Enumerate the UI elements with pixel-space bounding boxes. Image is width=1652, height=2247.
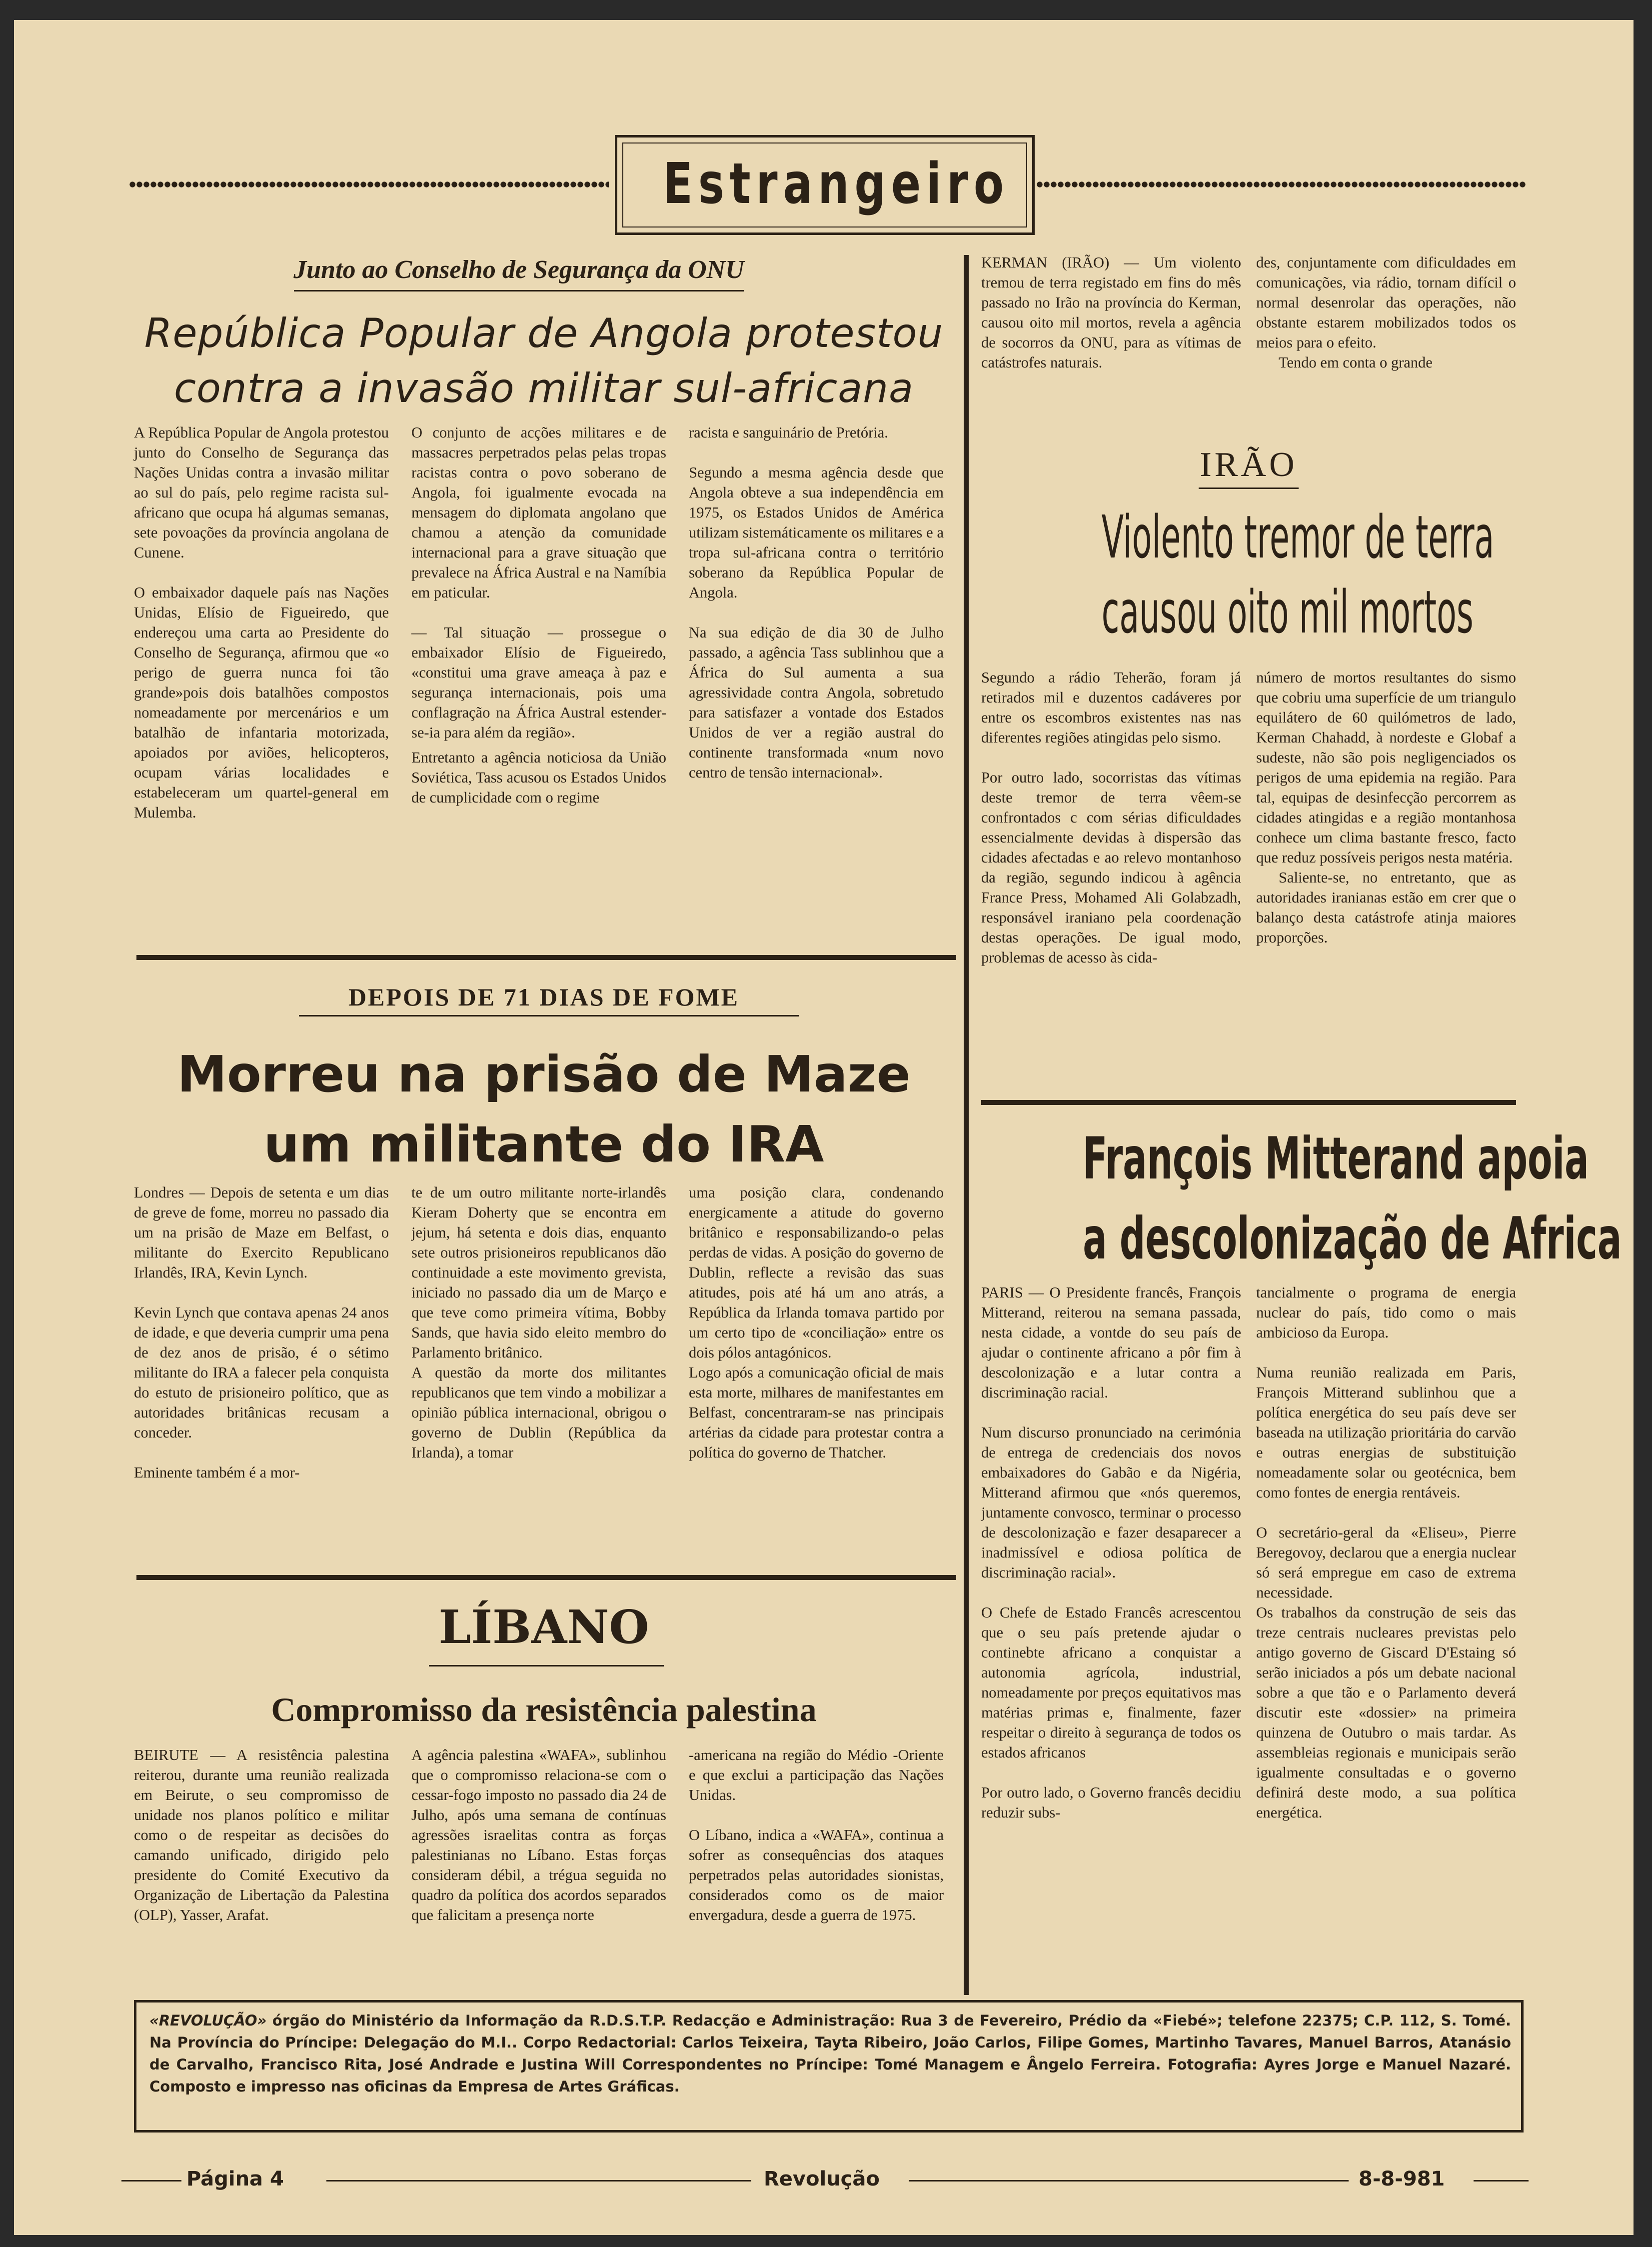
paragraph: A República Popular de Angola protestou junto do Conselho de Segurança das Nações Unidas contra a invasão militar ao sul do país, pelo regime racista sul-africano que ocupa há algumas semanas, sete povoações da província angolana de Cunene. [134, 424, 389, 561]
paragraph: Na sua edição de dia 30 de Julho passado, a agência Tass sublinhou que a África do Sul aumenta a sua agressividade contra Angola, sobretudo para satisfazer a vontade dos Estados Unidos de ver a região austral do continente transformada «num novo centro de tensão internacional». [689, 624, 944, 781]
issue-date: 8-8-981 [1359, 2168, 1445, 2190]
paragraph: — Tal situação — prossegue o embaixador Elísio de Figueiredo, «constitui uma grave ameaça à paz e segurança internacionais, pois uma conflagração na África Austral estender-se-ia para além da região». [411, 624, 666, 741]
paragraph: Tendo em conta o grande [1279, 354, 1433, 371]
footer-rule [1474, 2180, 1529, 2182]
ira-col-1 [134, 1182, 389, 1502]
masthead-body: órgão do Ministério da Informação da R.D.S.T.P. Redacção e Administração: Rua 3 de Fevereiro, Prédio da «Fiebé»; telefone 22375; C.P. 112, S. Tomé. Na Província do Príncipe: Delegação do M.I.. Corpo Redactorial: Carlos Teixeira, Tayta Ribeiro, João Carlos, Filipe Gomes, Martinho Tavares, Manuel Barros, Atanásio de Carvalho, Francisco Rita, José Andrade e Justina Will Correspondentes no Príncipe: Tomé Managem e Ângelo Ferreira. Fotografia: Ayres Jorge e Manuel Nazaré. Composto e impresso nas oficinas da Empresa de Artes Gráficas. [149, 2012, 1511, 2095]
irao-headline-2: causou oito mil mortos [1101, 578, 1474, 646]
section-divider [136, 1575, 956, 1580]
masthead-box [134, 2000, 1524, 2132]
paragraph: BEIRUTE — A resistência palestina reiterou, durante uma reunião realizada em Beirute, o seu compromisso de unidade nos planos político e militar como o de respeitar as decisões do camando unificado, dirigido pelo presidente do Comité Executivo da Organização de Libertação da Palestina (OLP), Yasser, Arafat. [134, 1746, 389, 1924]
libano-col-3 [689, 1745, 944, 1945]
paragraph: O secretário-geral da «Eliseu», Pierre Beregovoy, declarou que a energia nuclear só será empregue em caso de extrema necessidade. [1256, 1524, 1516, 1601]
libano-title: LÍBANO [438, 1600, 649, 1654]
irao-top-col-1 [981, 252, 1241, 392]
angola-headline-2: contra a invasão militar sul-africana [173, 365, 914, 412]
irao-col-2 [1256, 668, 1516, 968]
kicker-underline [299, 1015, 799, 1016]
paragraph: O embaixador daquele país nas Nações Unidas, Elísio de Figueiredo, que endereçou uma carta ao Presidente do Conselho de Segurança, afirmou que «o perigo de guerra nunca foi tão grande»pois dois batalhões compostos nomeadamente por mercenários e um batalhão de infantaria motorizada, apoiados por aviões, helicopteros, ocupam várias localidades e estabeleceram um quartel-general em Mulemba. [134, 584, 389, 821]
dotted-rule-left [129, 181, 609, 189]
title-underline [429, 1665, 664, 1666]
paragraph: Por outro lado, o Governo francês decidiu reduzir subs- [981, 1784, 1241, 1821]
paragraph: tancialmente o programa de energia nuclear do país, tido como o mais ambicioso da Europa. [1256, 1284, 1516, 1341]
paragraph: A agência palestina «WAFA», sublinhou que o compromisso relaciona-se com o cessar-fogo imposto no passado dia 24 de Julho, após uma semana de contínuas agressões israelitas contra as forças palestinianas no Líbano. Estas forças consideram débil, a trégua seguida no quadro da política dos acordos separados que falicitam a presença norte [411, 1746, 666, 1924]
paper-name: Revolução [764, 2168, 880, 2190]
section-divider [136, 955, 956, 960]
paragraph: KERMAN (IRÃO) — Um violento tremou de terra registado em fins do mês passado no Irão na província do Kerman, causou oito mil mortos, revela a agência de socorros da ONU, para as vítimas de catástrofes naturais. [981, 254, 1241, 371]
masthead-brand: «REVOLUÇÃO» [149, 2012, 267, 2029]
section-divider [981, 1100, 1516, 1105]
paragraph: O Líbano, indica a «WAFA», continua a sofrer as consequências dos ataques perpetrados pelas autoridades sionistas, considerados como os de maior envergadura, desde a guerra de 1975. [689, 1826, 944, 1924]
newspaper-page [14, 20, 1634, 2235]
footer-rule [909, 2180, 1349, 2182]
paragraph: Numa reunião realizada em Paris, François Mitterand sublinhou que a política energética do seu país deve ser baseada na utilização prioritária do carvão e outras energias de substituição nomeadamente solar ou geotécnica, bem como fontes de energia rentáveis. [1256, 1364, 1516, 1501]
mitterand-headline-2: a descolonização de Africa [1083, 1205, 1622, 1272]
irao-label: IRÃO [1200, 446, 1298, 484]
mitterand-col-1 [981, 1282, 1241, 1842]
ira-col-3 [689, 1182, 944, 1482]
paragraph: Segundo a rádio Teherão, foram já retirados mil e duzentos cadáveres por entre os escombros existentes nas nas diferentes regiões atingidas pelo sismo. [981, 669, 1241, 746]
ira-col-2 [411, 1182, 666, 1482]
angola-headline-1: República Popular de Angola protestou [144, 310, 944, 356]
paragraph: Segundo a mesma agência desde que Angola obteve a sua independência em 1975, os Estados Unidos de América utilizam sistemáticamente os militares e a tropa sul-africana contra o território soberano da República Popular de Angola. [689, 464, 944, 601]
paragraph: Eminente também é a mor- [134, 1464, 300, 1481]
section-title: Estrangeiro [663, 152, 1009, 216]
paragraph: Kevin Lynch que contava apenas 24 anos de idade, e que deveria cumprir uma pena de dez anos de prisão, é o sétimo militante do IRA a falecer pela conquista do estuto de prisioneiro político, que as autoridades britânicas recusam a conceder. [134, 1304, 389, 1441]
dotted-rule-right [1036, 181, 1526, 189]
paragraph: Entretanto a agência noticiosa da União Soviética, Tass acusou os Estados Unidos de cumplicidade com o regime [411, 749, 666, 806]
paragraph: -americana na região do Médio -Oriente e que exclui a participação das Nações Unidas. [689, 1746, 944, 1804]
libano-col-2 [411, 1745, 666, 1945]
ira-kicker: DEPOIS DE 71 DIAS DE FOME [348, 983, 740, 1011]
mitterand-headline-1: François Mitterand apoia [1083, 1125, 1589, 1192]
paragraph: PARIS — O Presidente francês, François Mitterand, reiterou na semana passada, nesta cidade, a vontde do seu país de ajudar o continente africano a pôr fim à descolonização e a lutar contra a discriminação racial. [981, 1284, 1241, 1401]
paragraph: racista e sanguinário de Pretória. [689, 424, 888, 441]
paragraph: te de um outro militante norte-irlandês Kieram Doherty que se encontra em jejum, há setenta e dois dias, enquanto sete outros prisioneiros republicanos dão continuidade a este movimento grevista, iniciado no passado dia um de Março e que teve como primeira vítima, Bobby Sands, que havia sido eleito membro do Parlamento britânico. [411, 1184, 666, 1361]
section-title-box [615, 135, 1035, 235]
paragraph: Num discurso pronunciado na cerimónia de entrega de credenciais dos novos embaixadores do Gabão e da Nigéria, Mitterand afirmou que «nós queremos, juntamente convosco, terminar o processo de descolonização e fazer desaparecer a inadmissível e odiosa política de discriminação racial». [981, 1424, 1241, 1581]
footer-rule [121, 2180, 181, 2182]
column-divider [964, 255, 969, 1995]
ira-headline-1: Morreu na prisão de Maze [177, 1045, 911, 1104]
masthead-text [149, 2010, 1511, 2098]
angola-col-1 [134, 422, 389, 842]
irao-headline-1: Violento tremor de terra [1101, 502, 1495, 572]
angola-kicker: Junto ao Conselho de Segurança da ONU [293, 256, 744, 284]
mitterand-col-2 [1256, 1282, 1516, 1842]
paragraph: Saliente-se, no entretanto, que as autoridades iranianas estão em crer que o balanço desta catástrofe atinja maiores proporções. [1256, 869, 1516, 946]
page-number: Página 4 [186, 2168, 284, 2190]
paragraph: número de mortos resultantes do sismo que cobriu uma superfície de um triangulo equilátero de 60 quilómetros de lado, Kerman Chahadd, à nordeste e Globaf a sudeste, não são pois negligenciados os perigos de uma epidemia na região. Para tal, equipas de desinfecção percorrem as cidades atingidas e a região montanhosa conhece um clima bastante fresco, facto que reduz possíveis perigos nesta matéria. [1256, 669, 1516, 866]
paragraph: A questão da morte dos militantes republicanos que tem vindo a mobilizar a opinião pública internacional, obrigou o governo de Dublin (República da Irlanda), a tomar [411, 1364, 666, 1461]
paragraph: Londres — Depois de setenta e um dias de greve de fome, morreu no passado dia um na prisão de Maze em Belfast, o militante do Exercito Republicano Irlandês, IRA, Kevin Lynch. [134, 1184, 389, 1281]
irao-top-col-2 [1256, 252, 1516, 392]
angola-col-2 [411, 422, 666, 828]
paragraph: des, conjuntamente com dificuldades em comunicações, via rádio, tornam difícil o normal desenrolar das operações, não obstante estarem mobilizados todos os meios para o efeito. [1256, 254, 1516, 351]
label-underline [1199, 488, 1299, 489]
paragraph: O conjunto de acções militares e de massacres perpetrados pelas pelas tropas racistas contra o povo soberano de Angola, foi igualmente evocada na mensagem do diplomata angolano que chamou a atenção da comunidade internacional para a grave situação que prevalece na África Austral e na Namíbia em paticular. [411, 424, 666, 601]
libano-headline: Compromisso da resistência palestina [271, 1690, 817, 1728]
footer-rule [326, 2180, 751, 2182]
irao-col-1 [981, 668, 1241, 988]
paragraph: O Chefe de Estado Francês acrescentou que o seu país pretende ajudar o continebte africano a conquistar a autonomia agrícola, industrial, nomeadamente por preços equitativos mas matérias primas e, finalmente, fazer respeitar o direito à segurança de todos os estados africanos [981, 1604, 1241, 1761]
kicker-underline [294, 290, 744, 292]
libano-col-1 [134, 1745, 389, 1945]
ira-headline-2: um militante do IRA [263, 1115, 824, 1174]
paragraph: Os trabalhos da construção de seis das treze centrais nucleares previstas pelo antigo governo de Giscard D'Estaing só serão iniciados a pós um debate nacional sobre a que tão e o Parlamento deverá discutir este «dossier» na primeira quinzena de Outubro o mais tardar. As assembleias regionais e municipais serão igualmente consultadas e o governo definirá deste modo, a sua política energética. [1256, 1604, 1516, 1821]
paragraph: Logo após a comunicação oficial de mais esta morte, milhares de manifestantes em Belfast, concentraram-se nas principais artérias da cidade para protestar contra a política do governo de Thatcher. [689, 1364, 944, 1461]
angola-col-3 [689, 422, 944, 802]
paragraph: uma posição clara, condenando energicamente a atitude do governo britânico e responsabilizando-o pelas perdas de vidas. A posição do governo de Dublin, reflecte a revisão das suas atitudes, pois até há um ano atrás, a República da Irlanda tomava partido por um certo tipo de «conciliação» entre os dois pólos antagónicos. [689, 1184, 944, 1361]
paragraph: Por outro lado, socorristas das vítimas deste tremor de terra vêem-se confrontados c com sérias dificuldades essencialmente devidas à dispersão das cidades afectadas e ao relevo montanhoso da região, segundo indicou à agência France Press, Mohamed Ali Golabzadh, responsável iraniano pela coordenação destas operações. De igual modo, problemas de acesso às cida- [981, 769, 1241, 966]
